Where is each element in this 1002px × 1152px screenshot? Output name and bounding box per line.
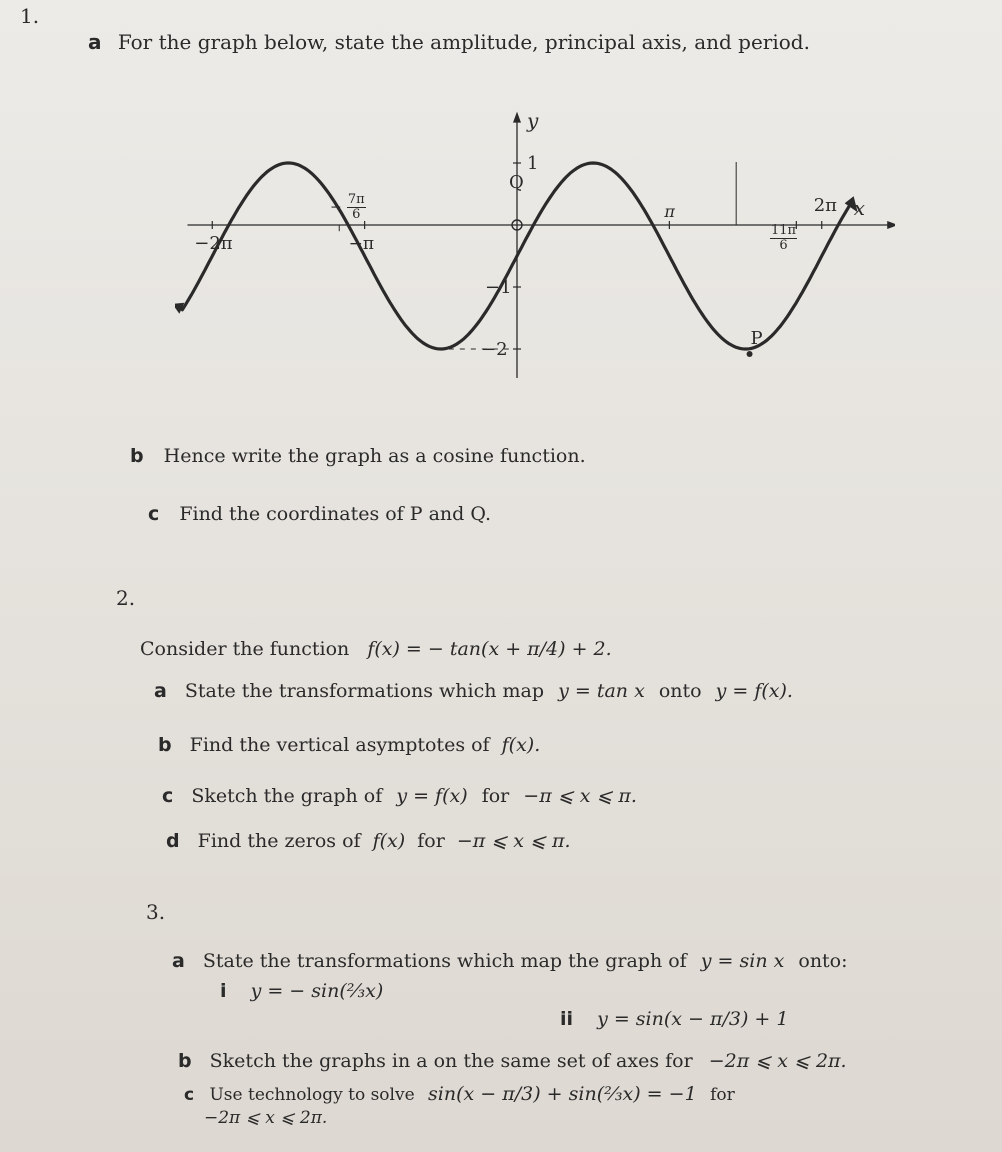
- question-3a-text: State the transformations which map the graph of: [202, 950, 687, 972]
- question-1b-label: b: [130, 445, 144, 467]
- question-2c-math: y = f(x): [396, 785, 468, 807]
- x-tick-label-2pi: 2π: [813, 195, 838, 216]
- question-3a-i-label: i: [220, 980, 227, 1002]
- question-2-intro: [140, 638, 612, 660]
- question-3b-range: −2π ⩽ x ⩽ 2π.: [708, 1050, 847, 1072]
- tick-label-11pi-over-6: $\frac{11\pi}{6}$: [771, 223, 797, 253]
- question-3b-label: b: [178, 1050, 192, 1072]
- question-3c-for: for: [710, 1085, 735, 1105]
- question-3a-onto: onto:: [798, 950, 848, 972]
- question-2c-text: Sketch the graph of: [191, 785, 383, 807]
- question-3a: [172, 950, 848, 972]
- question-2c-for: for: [481, 785, 510, 807]
- question-2d: [166, 830, 571, 852]
- question-1-number: 1.: [20, 4, 40, 28]
- x-axis-label: x: [853, 196, 866, 220]
- question-3-number: 3.: [146, 900, 166, 924]
- question-3c-range-line: [204, 1108, 327, 1128]
- question-2d-for: for: [417, 830, 445, 852]
- question-1c-text: Find the coordinates of P and Q.: [179, 503, 492, 525]
- question-3c: [184, 1083, 735, 1105]
- question-1a-text: For the graph below, state the amplitude, principal axis, and period.: [117, 30, 810, 54]
- question-3b-text: Sketch the graphs in a on the same set of axes for: [209, 1050, 693, 1072]
- question-3a-ii-label: ii: [560, 1008, 574, 1030]
- point-q-label: Q: [509, 172, 524, 193]
- x-axis-arrow: [887, 221, 895, 229]
- question-1c: [148, 503, 491, 525]
- question-2-function: f(x) = − tan(x + π/4) + 2.: [367, 638, 612, 660]
- y-axis-arrow: [513, 112, 521, 123]
- question-2c-range: −π ⩽ x ⩽ π.: [523, 785, 637, 807]
- question-3a-ii-math: y = sin(x − π/3) + 1: [597, 1008, 789, 1030]
- question-3a-i: [220, 980, 383, 1002]
- question-2a-text: State the transformations which map: [184, 680, 545, 702]
- question-2d-text: Find the zeros of: [197, 830, 361, 852]
- question-3c-range: −2π ⩽ x ⩽ 2π.: [204, 1108, 328, 1128]
- question-3a-i-math: y = − sin(⅔x): [250, 980, 384, 1002]
- y-axis-label: y: [527, 108, 539, 133]
- question-2b-math: f(x).: [501, 734, 541, 756]
- question-1c-label: c: [148, 503, 160, 525]
- x-tick-label-minus-2pi: −2π: [194, 233, 233, 254]
- question-3c-text: Use technology to solve: [209, 1085, 415, 1105]
- question-3b: [178, 1050, 847, 1072]
- question-2c: [162, 785, 637, 807]
- question-2b: [158, 734, 540, 756]
- tick-label-minus-7pi-over-6: − $\frac{7\pi}{6}$: [330, 192, 365, 222]
- question-2-intro-text: Consider the function: [140, 638, 350, 660]
- question-2b-label: b: [158, 734, 172, 756]
- question-3a-ii: [560, 1008, 788, 1030]
- y-tick-label-minus-2: −2: [481, 339, 508, 360]
- question-2a-mid: onto: [658, 680, 702, 702]
- y-tick-label-1: 1: [527, 153, 539, 174]
- question-2d-label: d: [166, 830, 180, 852]
- question-3c-math: sin(x − π/3) + sin(⅔x) = −1: [428, 1083, 697, 1105]
- question-2b-text: Find the vertical asymptotes of: [189, 734, 490, 756]
- x-tick-label-minus-pi: −π: [348, 234, 375, 254]
- question-2d-math: f(x): [372, 830, 406, 852]
- question-2c-label: c: [162, 785, 174, 807]
- question-2a-label: a: [154, 680, 167, 702]
- question-1b: [130, 445, 586, 467]
- question-1a: [88, 30, 810, 54]
- question-2d-range: −π ⩽ x ⩽ π.: [456, 830, 571, 852]
- question-3c-label: c: [184, 1085, 195, 1105]
- question-3a-label: a: [172, 950, 185, 972]
- question-2a-math-1: y = tan x: [558, 680, 645, 702]
- question-1a-label: a: [88, 30, 102, 54]
- question-1b-text: Hence write the graph as a cosine function.: [163, 445, 586, 467]
- x-tick-label-pi: π: [664, 202, 675, 221]
- question-2-number: 2.: [116, 586, 136, 610]
- question-2a-math-2: y = f(x).: [715, 680, 793, 702]
- point-p-label: P: [750, 328, 763, 349]
- question-2a: [154, 680, 793, 702]
- question-3a-math: y = sin x: [700, 950, 785, 972]
- point-p-dot: [747, 351, 753, 357]
- sine-graph: [175, 100, 895, 430]
- y-tick-label-minus-1: −1: [485, 277, 512, 298]
